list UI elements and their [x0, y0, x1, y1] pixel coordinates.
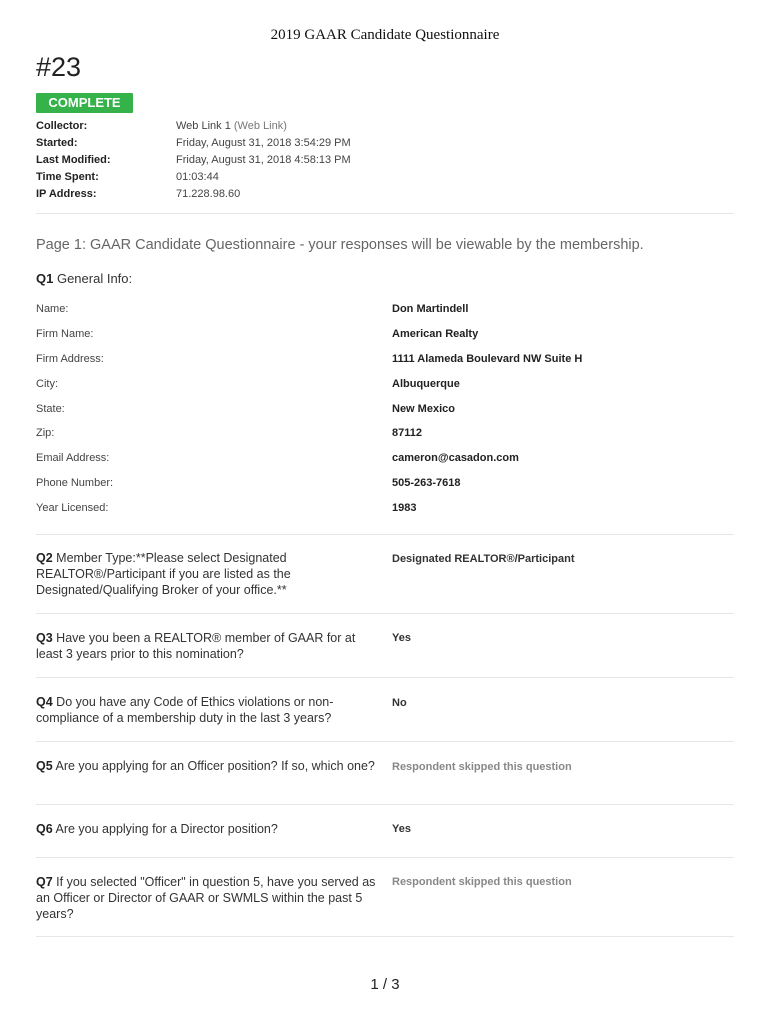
question-text: Are you applying for a Director position?	[55, 822, 278, 836]
answer-q3: Yes	[392, 632, 411, 644]
meta-row-started	[36, 137, 351, 154]
general-info-row	[36, 452, 736, 477]
field-value: cameron@casadon.com	[392, 452, 519, 465]
status-badge: COMPLETE	[36, 93, 133, 113]
field-value: Albuquerque	[392, 377, 460, 390]
page-number: 1 / 3	[370, 976, 400, 993]
question-text: If you selected "Officer" in question 5, have you served as an Officer or Director of GAAR or SWMLS within the past 5 years?	[36, 875, 376, 921]
question-q6	[36, 821, 376, 837]
field-label: Year Licensed:	[36, 502, 109, 515]
response-id: #23	[36, 52, 82, 82]
question-q5	[36, 758, 376, 774]
field-value: 87112	[392, 427, 422, 440]
meta-label: Last Modified:	[36, 154, 111, 166]
meta-row-last-modified	[36, 154, 351, 171]
question-number: Q1	[36, 271, 54, 286]
field-label: City:	[36, 377, 58, 390]
field-value: 1111 Alameda Boulevard NW Suite H	[392, 352, 583, 365]
general-info-row	[36, 353, 736, 378]
general-info-row	[36, 303, 736, 328]
page-heading: Page 1: GAAR Candidate Questionnaire - your responses will be viewable by the membership.	[36, 237, 644, 253]
divider	[36, 741, 734, 742]
divider	[36, 804, 734, 805]
question-number: Q2	[36, 551, 53, 565]
field-label: Firm Address:	[36, 352, 104, 365]
document-title: 2019 GAAR Candidate Questionnaire	[270, 27, 500, 43]
field-label: Phone Number:	[36, 477, 114, 490]
field-label: Firm Name:	[36, 327, 94, 340]
question-q3	[36, 630, 376, 662]
meta-row-time-spent	[36, 171, 351, 188]
field-value: 505-263-7618	[392, 477, 461, 490]
question-q2	[36, 550, 376, 598]
question-text: General Info:	[56, 271, 133, 286]
field-label: Name:	[36, 303, 69, 315]
question-text: Have you been a REALTOR® member of GAAR for at least 3 years prior to this nomination?	[36, 631, 356, 661]
field-value: Don Martindell	[392, 303, 469, 315]
field-value: 1983	[392, 502, 417, 515]
question-q4	[36, 694, 376, 726]
response-metadata	[36, 120, 351, 205]
question-text: Member Type:**Please select Designated REALTOR®/Participant if you are listed as the Designated/Qualifying Broker of your office.**	[36, 551, 291, 597]
meta-row-ip-address	[36, 188, 351, 205]
question-number: Q5	[36, 759, 53, 773]
answer-q5: Respondent skipped this question	[392, 761, 572, 773]
field-label: State:	[36, 402, 65, 415]
answer-q2: Designated REALTOR®/Participant	[392, 553, 575, 565]
answer-q4: No	[392, 697, 407, 709]
meta-label: Collector:	[36, 120, 88, 132]
question-number: Q7	[36, 875, 53, 889]
meta-value: 71.228.98.60	[176, 188, 241, 200]
meta-label: Time Spent:	[36, 171, 99, 183]
question-q7	[36, 874, 376, 922]
meta-value: Friday, August 31, 2018 4:58:13 PM	[176, 154, 351, 166]
meta-label: Started:	[36, 137, 78, 149]
meta-value: Friday, August 31, 2018 3:54:29 PM	[176, 137, 351, 149]
general-info-row	[36, 328, 736, 353]
general-info-row	[36, 502, 736, 527]
divider	[36, 936, 734, 937]
meta-value	[176, 120, 287, 137]
divider	[36, 857, 734, 858]
general-info-row	[36, 378, 736, 403]
question-q1	[36, 271, 132, 286]
divider	[36, 213, 734, 214]
divider	[36, 613, 734, 614]
meta-row-collector	[36, 120, 351, 137]
answer-q7: Respondent skipped this question	[392, 876, 572, 888]
question-number: Q3	[36, 631, 53, 645]
answer-q6: Yes	[392, 823, 411, 835]
divider	[36, 534, 734, 535]
divider	[36, 677, 734, 678]
field-label: Zip:	[36, 427, 55, 440]
collector-name: Web Link 1	[176, 120, 231, 132]
question-number: Q6	[36, 822, 53, 836]
general-info-row	[36, 477, 736, 502]
field-label: Email Address:	[36, 452, 110, 465]
collector-type: (Web Link)	[233, 120, 287, 132]
question-text: Do you have any Code of Ethics violations or non-compliance of a membership duty in the last 3 years?	[36, 695, 334, 725]
meta-value: 01:03:44	[176, 171, 219, 183]
field-value: New Mexico	[392, 402, 455, 415]
question-number: Q4	[36, 695, 53, 709]
general-info-table	[36, 303, 736, 527]
general-info-row	[36, 403, 736, 428]
meta-label: IP Address:	[36, 188, 97, 200]
question-text: Are you applying for an Officer position? If so, which one?	[55, 759, 375, 773]
general-info-row	[36, 427, 736, 452]
field-value: American Realty	[392, 327, 479, 340]
